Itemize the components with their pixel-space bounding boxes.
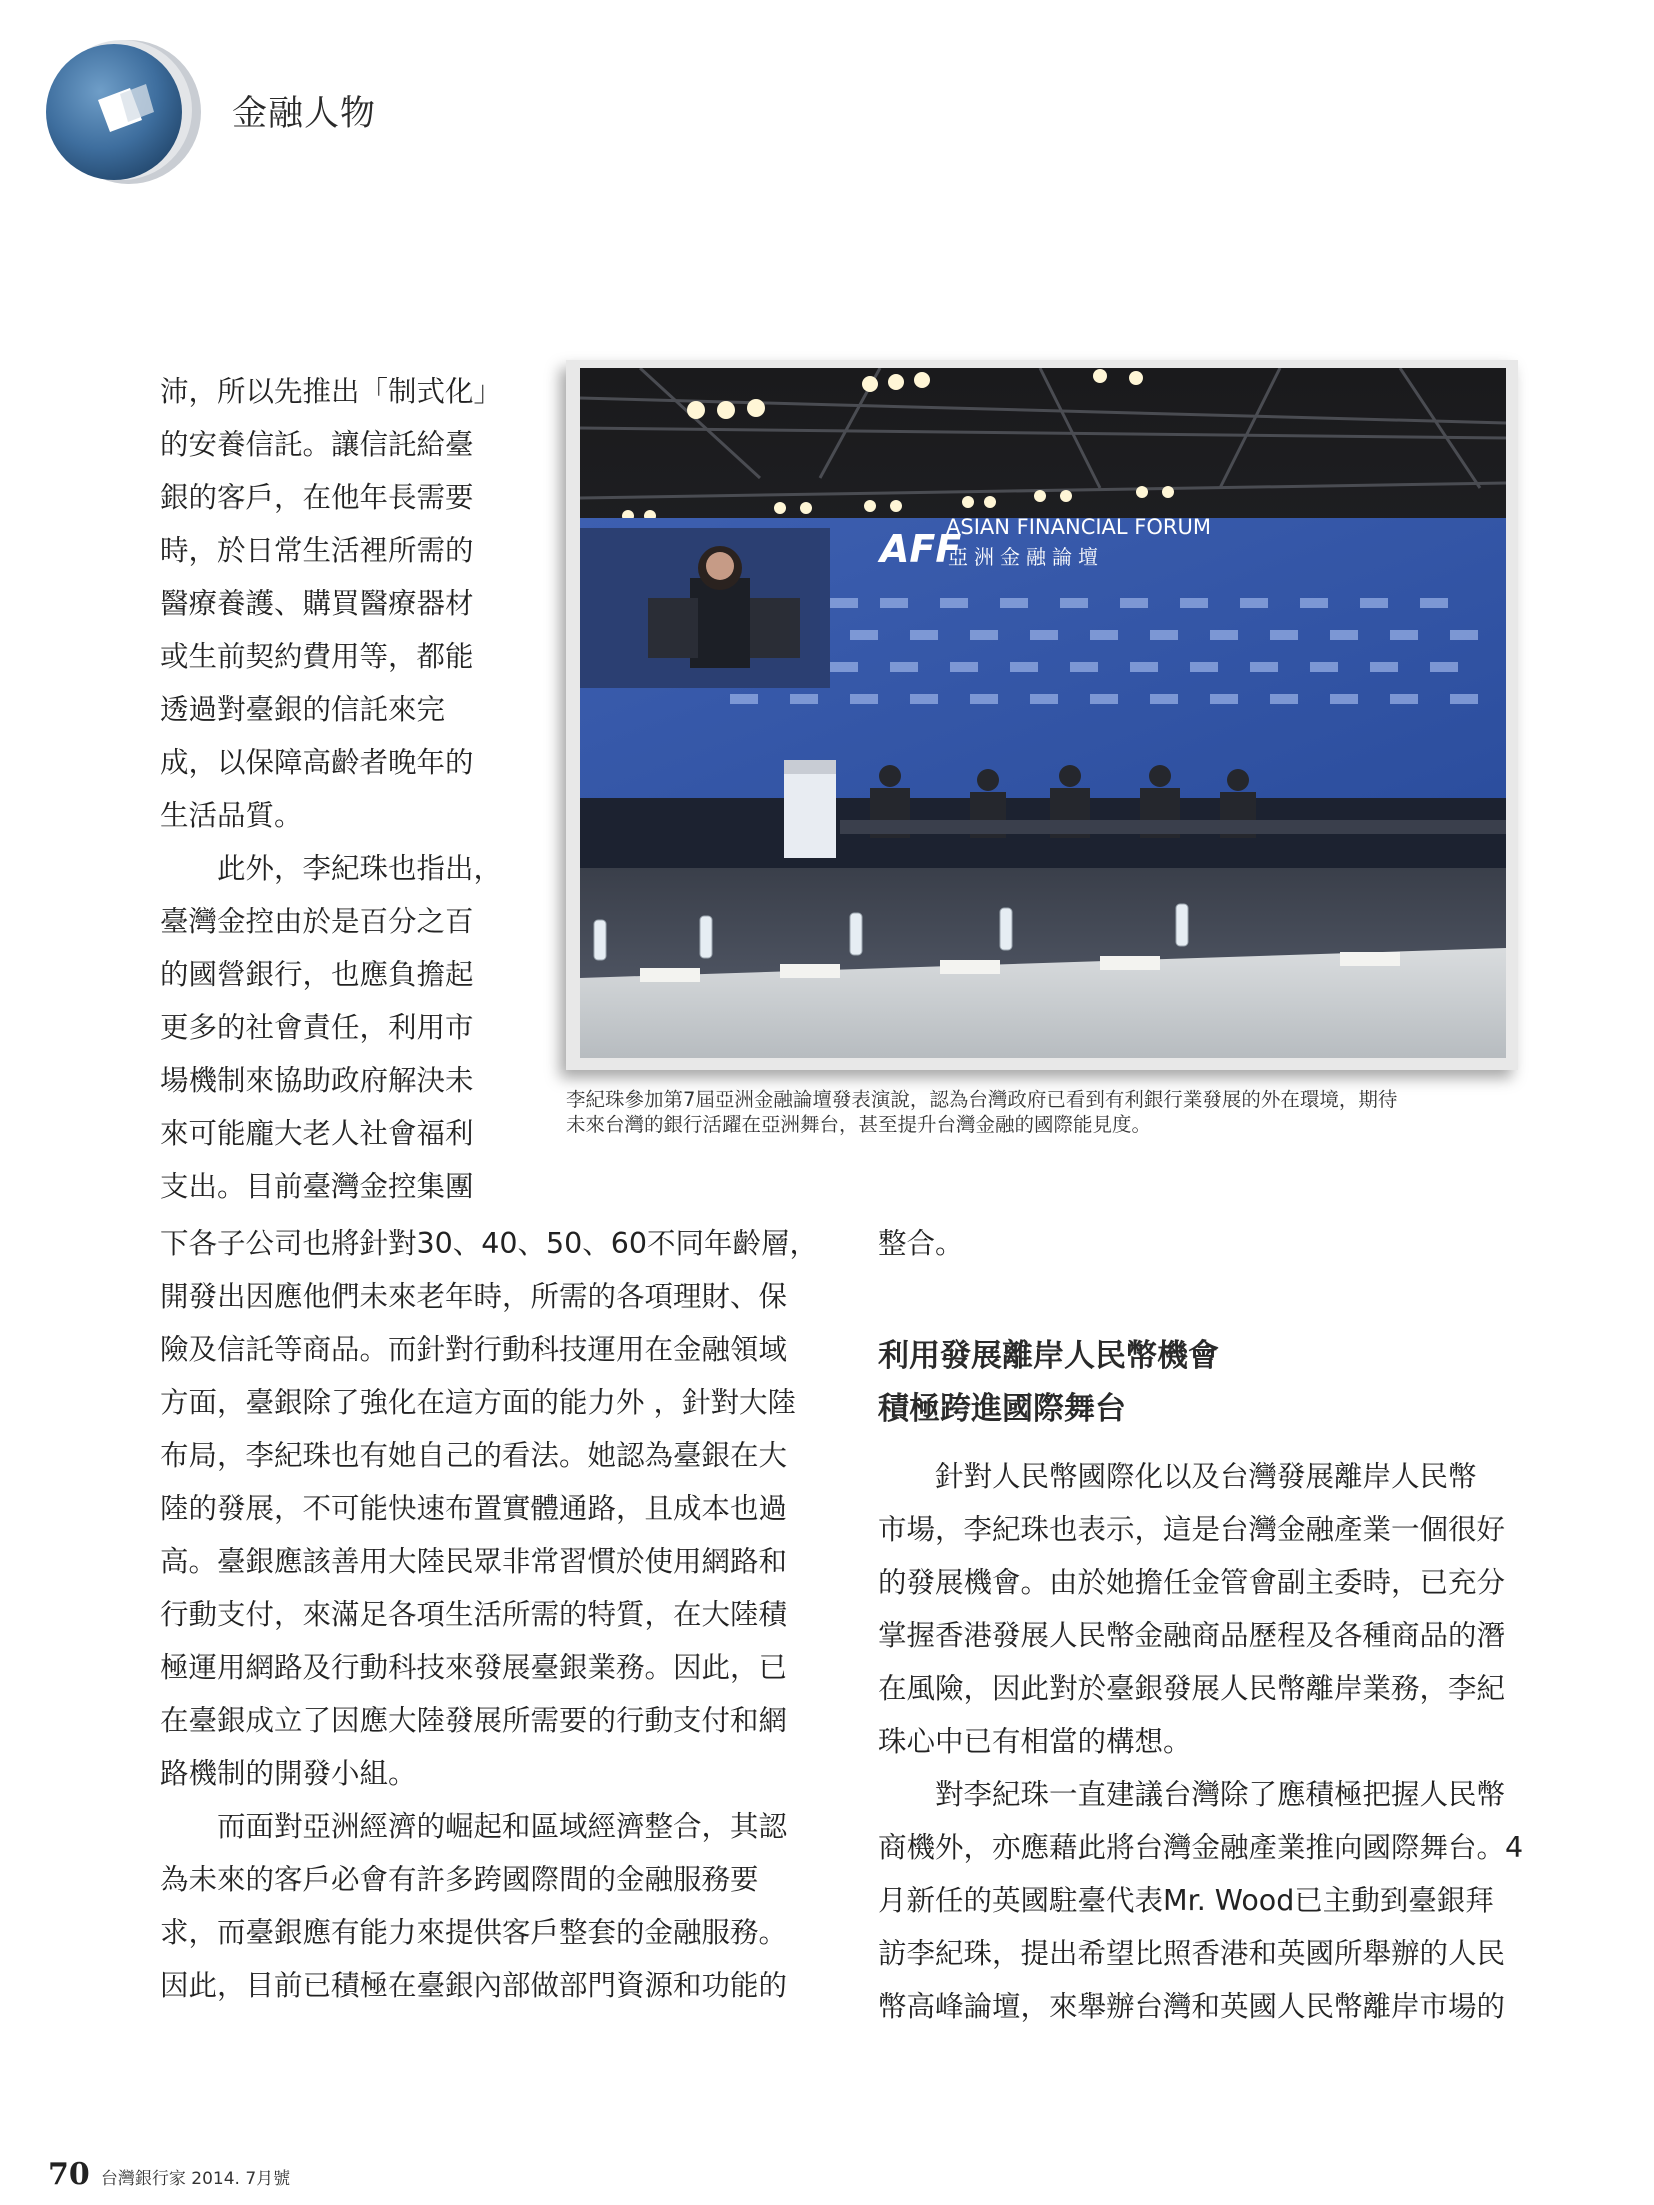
text-line: 場機制來協助政府解決未: [160, 1064, 474, 1097]
text-line: 險及信託等商品。而針對行動科技運用在金融領域: [160, 1333, 788, 1366]
body-column-left-bottom: [160, 1217, 819, 2012]
forum-photo-image: [580, 368, 1506, 1058]
text-line: 銀的客戶，在他年長需要: [160, 481, 474, 514]
text-line: 整合。: [878, 1227, 964, 1260]
text-line: 的安養信託。讓信託給臺: [160, 428, 474, 461]
text-line: 行動支付，來滿足各項生活所需的特質，在大陸積: [160, 1598, 788, 1631]
text-line: 掌握香港發展人民幣金融商品歷程及各種商品的潛: [878, 1619, 1506, 1652]
body-column-right: [878, 1217, 1524, 2033]
text-line: 訪李紀珠，提出希望比照香港和英國所舉辦的人民: [878, 1937, 1506, 1970]
text-line: 在臺銀成立了因應大陸發展所需要的行動支付和網: [160, 1704, 788, 1737]
section-title: 金融人物: [232, 94, 377, 134]
text-line: 市場，李紀珠也表示，這是台灣金融產業一個很好: [878, 1513, 1506, 1546]
text-line: 生活品質。: [160, 799, 303, 832]
text-line: 月新任的英國駐臺代表Mr. Wood已主動到臺銀拜: [878, 1884, 1494, 1917]
screen-logo: AFF: [880, 527, 962, 571]
photo-caption: [566, 1087, 1526, 1137]
text-line: 布局，李紀珠也有她自己的看法。她認為臺銀在大: [160, 1439, 788, 1472]
text-line: 或生前契約費用等，都能: [160, 640, 474, 673]
text-line: 珠心中已有相當的構想。: [878, 1725, 1192, 1758]
screen-title-en: ASIAN FINANCIAL FORUM: [946, 515, 1211, 539]
page-number: 70: [48, 2157, 90, 2192]
text-line: 方面，臺銀除了強化在這方面的能力外 ，針對大陸: [160, 1386, 797, 1419]
text-line: 而面對亞洲經濟的崛起和區域經濟整合，其認: [217, 1810, 788, 1843]
text-line: 下各子公司也將針對30、40、50、60不同年齡層，: [160, 1227, 819, 1260]
text-line: 幣高峰論壇，來舉辦台灣和英國人民幣離岸市場的: [878, 1990, 1506, 2023]
text-line: 時，於日常生活裡所需的: [160, 534, 474, 567]
text-line: 求，而臺銀應有能力來提供客戶整套的金融服務。: [160, 1916, 788, 1949]
text-line: 陸的發展，不可能快速布置實體通路，且成本也過: [160, 1492, 788, 1525]
magazine-issue: 台灣銀行家 2014. 7月號: [100, 2169, 291, 2189]
text-line: 的國營銀行，也應負擔起: [160, 958, 474, 991]
caption-line: 未來台灣的銀行活躍在亞洲舞台，甚至提升台灣金融的國際能見度。: [566, 1113, 1152, 1136]
page-footer: [48, 2157, 290, 2192]
text-line: 商機外，亦應藉此將台灣金融產業推向國際舞台。4: [878, 1831, 1524, 1864]
text-line: 臺灣金控由於是百分之百: [160, 905, 474, 938]
text-line: 在風險，因此對於臺銀發展人民幣離岸業務，李紀: [878, 1672, 1506, 1705]
text-line: 沛，所以先推出「制式化」: [160, 375, 503, 408]
section-logo-graphic: [34, 34, 224, 184]
screen-title-zh: 亞洲金融論壇: [948, 545, 1104, 569]
text-line: 成，以保障高齡者晚年的: [160, 746, 474, 779]
section-logo: [34, 34, 224, 184]
section-heading-line: 利用發展離岸人民幣機會: [878, 1338, 1219, 1374]
text-line: 極運用網路及行動科技來發展臺銀業務。因此，已: [160, 1651, 788, 1684]
text-line: 對李紀珠一直建議台灣除了應積極把握人民幣: [935, 1778, 1506, 1811]
text-line: 此外，李紀珠也指出，: [217, 852, 503, 885]
text-line: 透過對臺銀的信託來完: [160, 693, 446, 726]
text-line: 因此，目前已積極在臺銀內部做部門資源和功能的: [160, 1969, 788, 2002]
text-line: 更多的社會責任，利用市: [160, 1011, 474, 1044]
text-line: 路機制的開發小組。: [160, 1757, 417, 1790]
body-column-left-top: [160, 365, 503, 1213]
text-line: 來可能龐大老人社會福利: [160, 1117, 474, 1150]
text-line: 支出。目前臺灣金控集團: [160, 1170, 474, 1203]
forum-photo: [566, 360, 1518, 1070]
text-line: 針對人民幣國際化以及台灣發展離岸人民幣: [935, 1460, 1477, 1493]
text-line: 高。臺銀應該善用大陸民眾非常習慣於使用網路和: [160, 1545, 788, 1578]
text-line: 醫療養護、購買醫療器材: [160, 587, 474, 620]
text-line: 開發出因應他們未來老年時，所需的各項理財、保: [160, 1280, 788, 1313]
text-line: 的發展機會。由於她擔任金管會副主委時，已充分: [878, 1566, 1506, 1599]
text-line: 為未來的客戶必會有許多跨國際間的金融服務要: [160, 1863, 759, 1896]
section-heading-line: 積極跨進國際舞台: [878, 1391, 1126, 1427]
caption-line: 李紀珠參加第7屆亞洲金融論壇發表演說，認為台灣政府已看到有利銀行業發展的外在環境，期待: [566, 1088, 1398, 1111]
